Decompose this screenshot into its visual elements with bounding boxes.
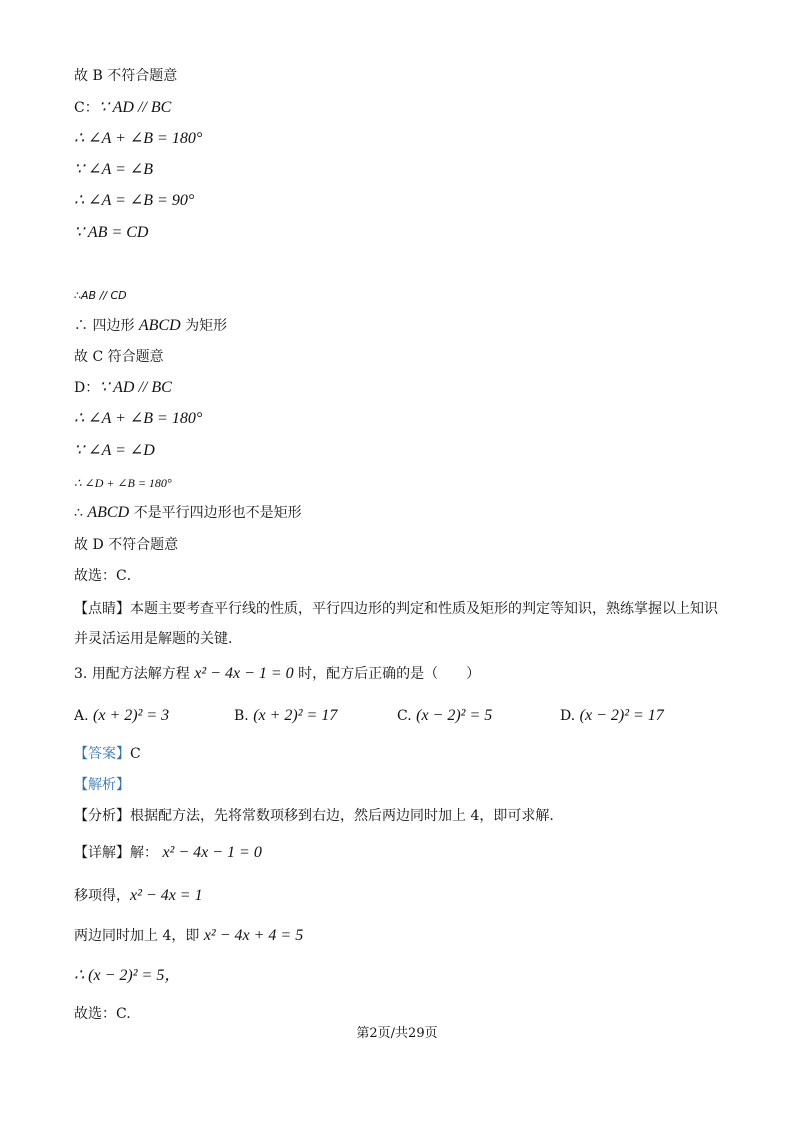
therefore-prefix: ∴ 四边形 xyxy=(74,318,139,334)
math-angle-sum-d: ∴ ∠A + ∠B = 180° xyxy=(74,410,203,427)
math-angle-sum: ∴ ∠A + ∠B = 180° xyxy=(74,130,203,147)
math-ad-parallel-bc: ∵ AD // BC xyxy=(98,99,172,116)
math-angle-a-equals-d: ∵ ∠A = ∠D xyxy=(74,442,155,459)
option-c-letter: C. xyxy=(397,708,412,724)
therefore-prefix-d: ∴ xyxy=(74,505,88,521)
dianjing-text: 本题主要考查平行线的性质，平行四边形的判定和性质及矩形的判定等知识，熟练掌握以上知识并灵活运用是解题的关键. xyxy=(74,601,718,647)
option-d-letter: D. xyxy=(560,708,576,724)
line-rectangle-conclusion xyxy=(74,316,227,336)
option-c-expr: (x − 2)² = 5 xyxy=(416,707,493,724)
step1-pre: 移项得， xyxy=(74,888,130,904)
line-choice-c: 故选：C． xyxy=(74,568,141,584)
dianjing-paragraph xyxy=(74,594,724,654)
option-b-expr: (x + 2)² = 17 xyxy=(253,707,338,724)
line-c-premise xyxy=(74,98,171,118)
option-b xyxy=(234,706,337,726)
step1-line xyxy=(74,886,203,906)
option-d-expr: (x − 2)² = 17 xyxy=(579,707,664,724)
line-c-conclusion: 故 C 符合题意 xyxy=(74,349,164,365)
rectangle-text: 为矩形 xyxy=(180,318,228,334)
answer-value: C xyxy=(130,746,141,762)
analysis-tag: 【解析】 xyxy=(74,777,130,793)
page-footer: 第2页/共29页 xyxy=(356,1026,438,1041)
fenxi-line xyxy=(74,806,554,826)
xiangjie-tag: 【详解】 xyxy=(74,845,130,861)
option-b-letter: B. xyxy=(234,708,249,724)
line-d-premise xyxy=(74,378,172,398)
option-a-letter: A. xyxy=(74,708,89,724)
math-abcd-d: ABCD xyxy=(87,504,130,521)
option-a-expr: (x + 2)² = 3 xyxy=(93,707,170,724)
math-angle-equal: ∵ ∠A = ∠B xyxy=(74,161,154,178)
math-ab-parallel-cd: ∴AB // CD xyxy=(74,289,127,302)
math-ab-equals-cd: ∵ AB = CD xyxy=(74,224,149,241)
dianjing-tag: 【点睛】 xyxy=(74,601,130,617)
step2-line xyxy=(74,926,303,946)
math-abcd: ABCD xyxy=(138,317,181,334)
step3-equation: ∴ (x − 2)² = 5， xyxy=(74,967,181,984)
step1-equation: x² − 4x = 1 xyxy=(130,887,203,904)
option-a xyxy=(74,706,169,726)
step2-pre: 两边同时加上 4，即 xyxy=(74,928,204,944)
line-d-conclusion: 故 D 不符合题意 xyxy=(74,537,179,553)
math-right-angles: ∴ ∠A = ∠B = 90° xyxy=(74,192,195,209)
option-c-label: C： xyxy=(74,100,99,116)
xiangjie-equation: x² − 4x − 1 = 0 xyxy=(162,844,262,861)
option-c xyxy=(397,706,492,726)
line-not-parallelogram xyxy=(74,503,302,523)
line-b-conclusion: 故 B 不符合题意 xyxy=(74,68,178,84)
xiangjie-line xyxy=(74,843,262,863)
final-choice: 故选：C. xyxy=(74,1006,131,1022)
xiangjie-pre: 解： xyxy=(130,845,158,861)
question-text-pre: 用配方法解方程 xyxy=(91,666,195,682)
question-3 xyxy=(74,664,480,684)
fenxi-tag: 【分析】 xyxy=(74,808,130,824)
question-equation: x² − 4x − 1 = 0 xyxy=(194,665,294,682)
math-ad-parallel-bc-d: ∵ AD // BC xyxy=(99,379,172,396)
answer-tag: 【答案】 xyxy=(74,746,130,762)
option-d-label: D： xyxy=(74,380,100,396)
fenxi-text: 根据配方法，先将常数项移到右边，然后两边同时加上 4，即可求解. xyxy=(130,808,554,824)
math-angle-d-sum: ∴ ∠D + ∠B = 180° xyxy=(74,476,172,490)
answer-line xyxy=(74,744,141,764)
option-d xyxy=(560,706,664,726)
question-number: 3. xyxy=(74,666,88,682)
step2-equation: x² − 4x + 4 = 5 xyxy=(203,927,304,944)
question-text-post: 时，配方后正确的是（ ） xyxy=(293,666,481,682)
not-parallelogram-text: 不是平行四边形也不是矩形 xyxy=(129,505,302,521)
